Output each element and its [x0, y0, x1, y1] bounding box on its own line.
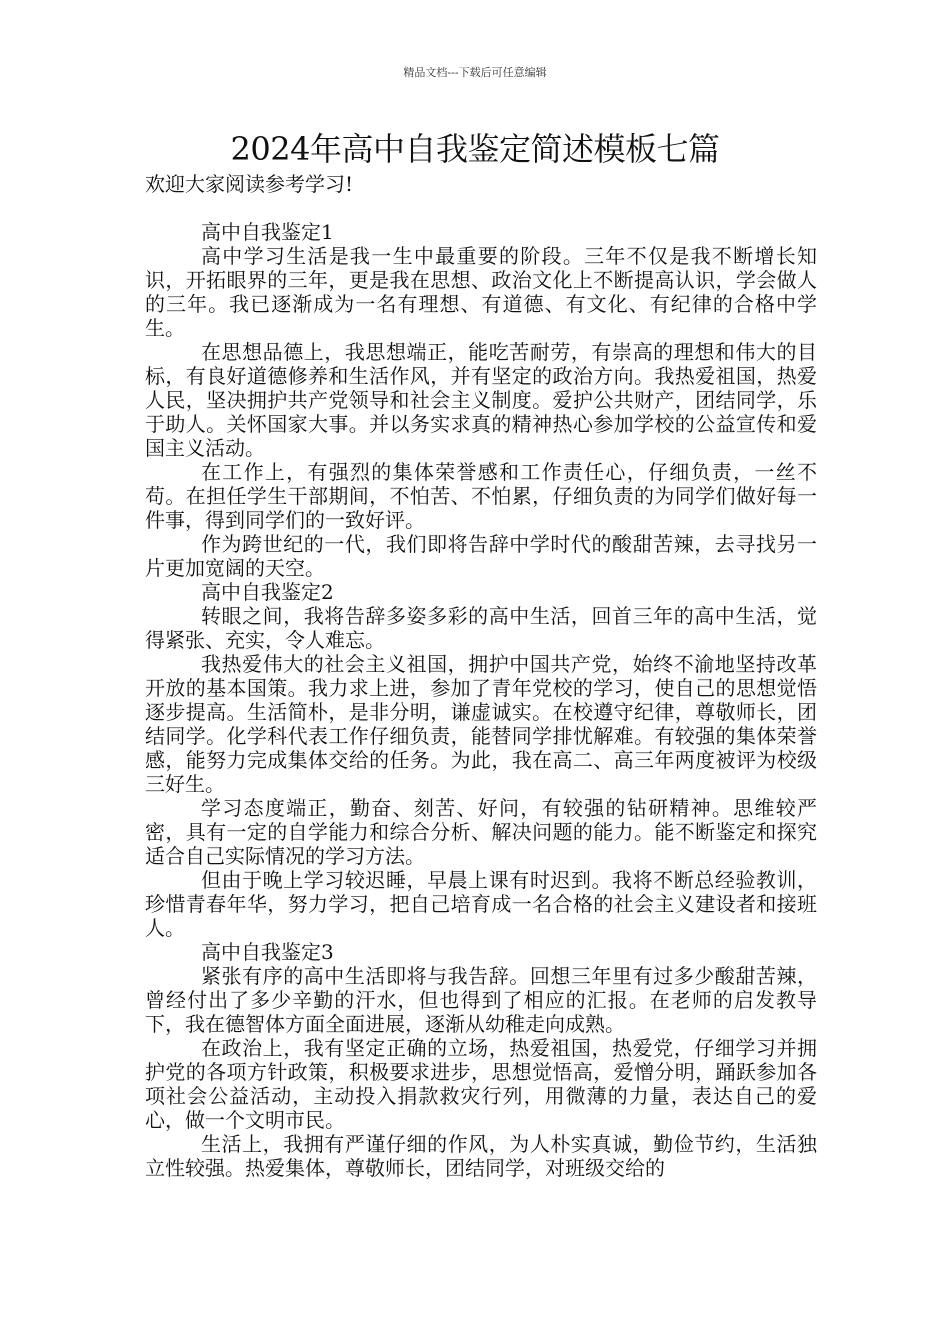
paragraph: 作为跨世纪的一代，我们即将告辞中学时代的酸甜苦辣，去寻找另一片更加宽阔的天空。	[145, 532, 817, 580]
document-title: 2024年高中自我鉴定简述模板七篇	[230, 130, 720, 168]
paragraph: 生活上，我拥有严谨仔细的作风，为人朴实真诚，勤俭节约，生活独立性较强。热爱集体，尊敬师长，团结同学，对班级交给的	[145, 1132, 817, 1180]
paragraph: 在工作上，有强烈的集体荣誉感和工作责任心，仔细负责，一丝不苟。在担任学生干部期间，不怕苦、不怕累，仔细负责的为同学们做好每一件事，得到同学们的一致好评。	[145, 460, 817, 532]
section-heading-1: 高中自我鉴定1	[201, 220, 334, 244]
paragraph: 紧张有序的高中生活即将与我告辞。回想三年里有过多少酸甜苦辣，曾经付出了多少辛勤的汗水，但也得到了相应的汇报。在老师的启发教导下，我在德智体方面全面进展，逐渐从幼稚走向成熟。	[145, 964, 817, 1036]
paragraph: 转眼之间，我将告辞多姿多彩的高中生活，回首三年的高中生活，觉得紧张、充实，令人难忘。	[145, 604, 817, 652]
section-heading-2: 高中自我鉴定2	[201, 580, 334, 604]
paragraph: 高中学习生活是我一生中最重要的阶段。三年不仅是我不断增长知识，开拓眼界的三年，更是我在思想、政治文化上不断提高认识，学会做人的三年。我已逐渐成为一名有理想、有道德、有文化、有纪律的合格中学生。	[145, 244, 817, 340]
document-body	[145, 172, 817, 1180]
paragraph: 学习态度端正，勤奋、刻苦、好问，有较强的钻研精神。思维较严密，具有一定的自学能力和综合分析、解决问题的能力。能不断鉴定和探究适合自己实际情况的学习方法。	[145, 796, 817, 868]
intro-line: 欢迎大家阅读参考学习!	[145, 172, 354, 196]
page-header: 精品文档---下载后可任意编辑	[403, 66, 547, 79]
paragraph: 在思想品德上，我思想端正，能吃苦耐劳，有崇高的理想和伟大的目标，有良好道德修养和生活作风，并有坚定的政治方向。我热爱祖国，热爱人民，坚决拥护共产党领导和社会主义制度。爱护公共财产，团结同学，乐于助人。关怀国家大事。并以务实求真的精神热心参加学校的公益宣传和爱国主义活动。	[145, 340, 817, 460]
paragraph: 在政治上，我有坚定正确的立场，热爱祖国，热爱党，仔细学习并拥护党的各项方针政策，积极要求进步，思想觉悟高，爱憎分明，踊跃参加各项社会公益活动，主动投入捐款救灾行列，用微薄的力量，表达自己的爱心，做一个文明市民。	[145, 1036, 817, 1132]
section-heading-3: 高中自我鉴定3	[201, 940, 334, 964]
paragraph: 我热爱伟大的社会主义祖国，拥护中国共产党，始终不渝地坚持改革开放的基本国策。我力求上进，参加了青年党校的学习，使自己的思想觉悟逐步提高。生活简朴，是非分明，谦虚诚实。在校遵守纪律，尊敬师长，团结同学。化学科代表工作仔细负责，能替同学排忧解难。有较强的集体荣誉感，能努力完成集体交给的任务。为此，我在高二、高三年两度被评为校级三好生。	[145, 652, 817, 796]
paragraph: 但由于晚上学习较迟睡，早晨上课有时迟到。我将不断总经验教训，珍惜青春年华，努力学习，把自己培育成一名合格的社会主义建设者和接班人。	[145, 868, 817, 940]
